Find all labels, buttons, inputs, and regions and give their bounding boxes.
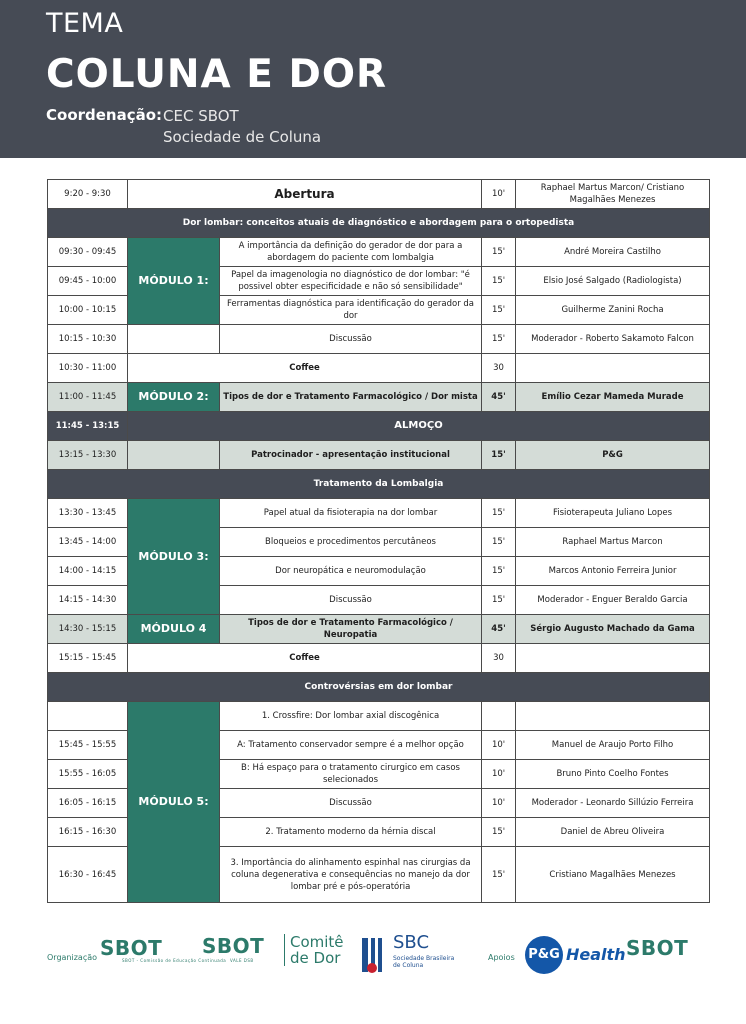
- duration-cell: 15': [482, 267, 516, 296]
- speaker-cell: Guilherme Zanini Rocha: [516, 296, 710, 325]
- sbot-vale-logo-text: SBOT: [202, 934, 265, 958]
- section-header: [48, 209, 710, 238]
- coordination-value: [163, 106, 321, 148]
- time-cell: 11:00 - 11:45: [48, 383, 128, 412]
- topic-cell: Tipos de dor e Tratamento Farmacológico / Dor mista: [220, 383, 482, 412]
- sbot-logo-subtitle: SBOT - Comissão de Educação Continuada: [122, 958, 227, 963]
- coordination-line-1: CEC SBOT: [163, 107, 239, 125]
- time-cell: 10:15 - 10:30: [48, 325, 128, 354]
- time-cell: 9:20 - 9:30: [48, 180, 128, 209]
- sbot-logo: [100, 936, 227, 963]
- topic-cell: 1. Crossfire: Dor lombar axial discogênica: [220, 702, 482, 731]
- organization-label: Organização: [47, 953, 98, 962]
- topic-cell: Tipos de dor e Tratamento Farmacológico / Neuropatia: [220, 615, 482, 644]
- time-cell: 13:30 - 13:45: [48, 499, 128, 528]
- time-cell: 15:15 - 15:45: [48, 644, 128, 673]
- duration-cell: 30: [482, 354, 516, 383]
- topic-cell: A importância da definição do gerador de dor para a abordagem do paciente com lombalgia: [220, 238, 482, 267]
- lunch-row: [48, 412, 710, 441]
- topic-cell: B: Há espaço para o tratamento cirurgico em casos selecionados: [220, 760, 482, 789]
- coordination-label: Coordenação:: [46, 106, 163, 124]
- time-cell: 16:05 - 16:15: [48, 789, 128, 818]
- coffee-label: Coffee: [128, 354, 482, 383]
- time-cell: 09:30 - 09:45: [48, 238, 128, 267]
- duration-cell: 15': [482, 586, 516, 615]
- speaker-cell: Raphael Martus Marcon/ Cristiano Magalhães Menezes: [516, 180, 710, 209]
- comite-line-2: de Dor: [290, 949, 341, 967]
- time-cell: 14:00 - 14:15: [48, 557, 128, 586]
- speaker-cell: Emílio Cezar Mameda Murade: [516, 383, 710, 412]
- speaker-cell: Daniel de Abreu Oliveira: [516, 818, 710, 847]
- page-title: COLUNA E DOR: [46, 52, 388, 97]
- duration-cell: 10': [482, 760, 516, 789]
- speaker-cell: Manuel de Araujo Porto Filho: [516, 731, 710, 760]
- empty-cell: [516, 702, 710, 731]
- schedule-table: [47, 179, 710, 903]
- pg-logo: P&G: [525, 936, 563, 974]
- sbot-support-logo: [626, 936, 688, 960]
- table-row: [48, 325, 710, 354]
- sbc-spine-icon: [358, 936, 388, 976]
- health-logo-text: Health: [566, 945, 626, 964]
- empty-cell: [128, 325, 220, 354]
- table-row: [48, 499, 710, 528]
- coordination-line-2: Sociedade de Coluna: [163, 128, 322, 146]
- section-header: [48, 673, 710, 702]
- theme-label: TEMA: [46, 8, 124, 39]
- time-cell: 11:45 - 13:15: [48, 412, 128, 441]
- duration-cell: 10': [482, 731, 516, 760]
- empty-cell: [482, 702, 516, 731]
- sbc-sub-line-1: Sociedade Brasileira: [393, 955, 455, 962]
- table-row: [48, 702, 710, 731]
- table-row: [48, 354, 710, 383]
- duration-cell: 30: [482, 644, 516, 673]
- module-4-label: MÓDULO 4: [128, 615, 220, 644]
- sbot-support-logo-text: SBOT: [626, 936, 689, 960]
- topic-cell: 3. Importância do alinhamento espinhal nas cirurgias da coluna degenerativa e consequências no manejo da dor lombar pré e pós-operatória: [220, 847, 482, 903]
- duration-cell: 15': [482, 325, 516, 354]
- table-row: [48, 441, 710, 470]
- module-3-label: MÓDULO 3:: [128, 499, 220, 615]
- table-row: [48, 644, 710, 673]
- module-2-label: MÓDULO 2:: [128, 383, 220, 412]
- table-row: [48, 615, 710, 644]
- sbc-sub-line-2: de Coluna: [393, 962, 424, 969]
- coffee-label: Coffee: [128, 644, 482, 673]
- section-title: Controvérsias em dor lombar: [48, 673, 710, 702]
- speaker-cell: Cristiano Magalhães Menezes: [516, 847, 710, 903]
- topic-cell: Dor neuropática e neuromodulação: [220, 557, 482, 586]
- lunch-label: ALMOÇO: [128, 412, 710, 441]
- duration-cell: 15': [482, 818, 516, 847]
- speaker-cell: P&G: [516, 441, 710, 470]
- topic-cell: Patrocinador - apresentação institucional: [220, 441, 482, 470]
- sbot-logo-text: SBOT: [100, 936, 163, 960]
- section-title: Tratamento da Lombalgia: [48, 470, 710, 499]
- duration-cell: 45': [482, 615, 516, 644]
- speaker-cell: Elsio José Salgado (Radiologista): [516, 267, 710, 296]
- support-label: Apoios: [488, 953, 515, 962]
- time-cell: 10:30 - 11:00: [48, 354, 128, 383]
- speaker-cell: Bruno Pinto Coelho Fontes: [516, 760, 710, 789]
- duration-cell: 15': [482, 238, 516, 267]
- topic-cell: Bloqueios e procedimentos percutâneos: [220, 528, 482, 557]
- table-row: [48, 383, 710, 412]
- topic-cell: Discussão: [220, 789, 482, 818]
- duration-cell: 15': [482, 296, 516, 325]
- section-header: [48, 470, 710, 499]
- time-cell: 14:30 - 15:15: [48, 615, 128, 644]
- time-cell: 15:45 - 15:55: [48, 731, 128, 760]
- duration-cell: 45': [482, 383, 516, 412]
- time-cell: 15:55 - 16:05: [48, 760, 128, 789]
- table-row: [48, 180, 710, 209]
- time-cell: 13:45 - 14:00: [48, 528, 128, 557]
- comite-de-dor-logo: [284, 934, 344, 966]
- duration-cell: 10': [482, 789, 516, 818]
- speaker-cell: Sérgio Augusto Machado da Gama: [516, 615, 710, 644]
- speaker-cell: Fisioterapeuta Juliano Lopes: [516, 499, 710, 528]
- comite-line-1: Comitê: [290, 933, 344, 951]
- topic-cell: Papel atual da fisioterapia na dor lombar: [220, 499, 482, 528]
- topic-cell: Discussão: [220, 586, 482, 615]
- time-cell: 16:30 - 16:45: [48, 847, 128, 903]
- empty-cell: [516, 354, 710, 383]
- abertura-label: Abertura: [128, 180, 482, 209]
- speaker-cell: Marcos Antonio Ferreira Junior: [516, 557, 710, 586]
- time-cell: 13:15 - 13:30: [48, 441, 128, 470]
- speaker-cell: André Moreira Castilho: [516, 238, 710, 267]
- time-cell: 09:45 - 10:00: [48, 267, 128, 296]
- sbc-logo-subtitle: [393, 955, 454, 969]
- time-cell: 10:00 - 10:15: [48, 296, 128, 325]
- time-cell: 16:15 - 16:30: [48, 818, 128, 847]
- speaker-cell: Moderador - Enguer Beraldo Garcia: [516, 586, 710, 615]
- module-5-label: MÓDULO 5:: [128, 702, 220, 903]
- duration-cell: 15': [482, 499, 516, 528]
- topic-cell: 2. Tratamento moderno da hérnia discal: [220, 818, 482, 847]
- empty-cell: [128, 441, 220, 470]
- empty-cell: [48, 702, 128, 731]
- header-banner: [0, 0, 746, 158]
- sbot-vale-logo-subtitle: VALE DSB: [230, 958, 254, 963]
- speaker-cell: Moderador - Roberto Sakamoto Falcon: [516, 325, 710, 354]
- duration-cell: 10': [482, 180, 516, 209]
- speaker-cell: Raphael Martus Marcon: [516, 528, 710, 557]
- sbc-logo-text: SBC: [393, 932, 430, 953]
- table-row: [48, 238, 710, 267]
- sbot-vale-logo: [202, 934, 265, 963]
- time-cell: 14:15 - 14:30: [48, 586, 128, 615]
- module-1-label: MÓDULO 1:: [128, 238, 220, 325]
- section-title: Dor lombar: conceitos atuais de diagnóstico e abordagem para o ortopedista: [48, 209, 710, 238]
- duration-cell: 15': [482, 557, 516, 586]
- speaker-cell: Moderador - Leonardo Sillúzio Ferreira: [516, 789, 710, 818]
- empty-cell: [516, 644, 710, 673]
- sponsor-footer: [0, 928, 746, 988]
- topic-cell: Discussão: [220, 325, 482, 354]
- topic-cell: A: Tratamento conservador sempre é a melhor opção: [220, 731, 482, 760]
- duration-cell: 15': [482, 441, 516, 470]
- topic-cell: Ferramentas diagnóstica para identificação do gerador da dor: [220, 296, 482, 325]
- duration-cell: 15': [482, 847, 516, 903]
- duration-cell: 15': [482, 528, 516, 557]
- topic-cell: Papel da imagenologia no diagnóstico de dor lombar: "é possivel obter especificidade e não só sensibilidade": [220, 267, 482, 296]
